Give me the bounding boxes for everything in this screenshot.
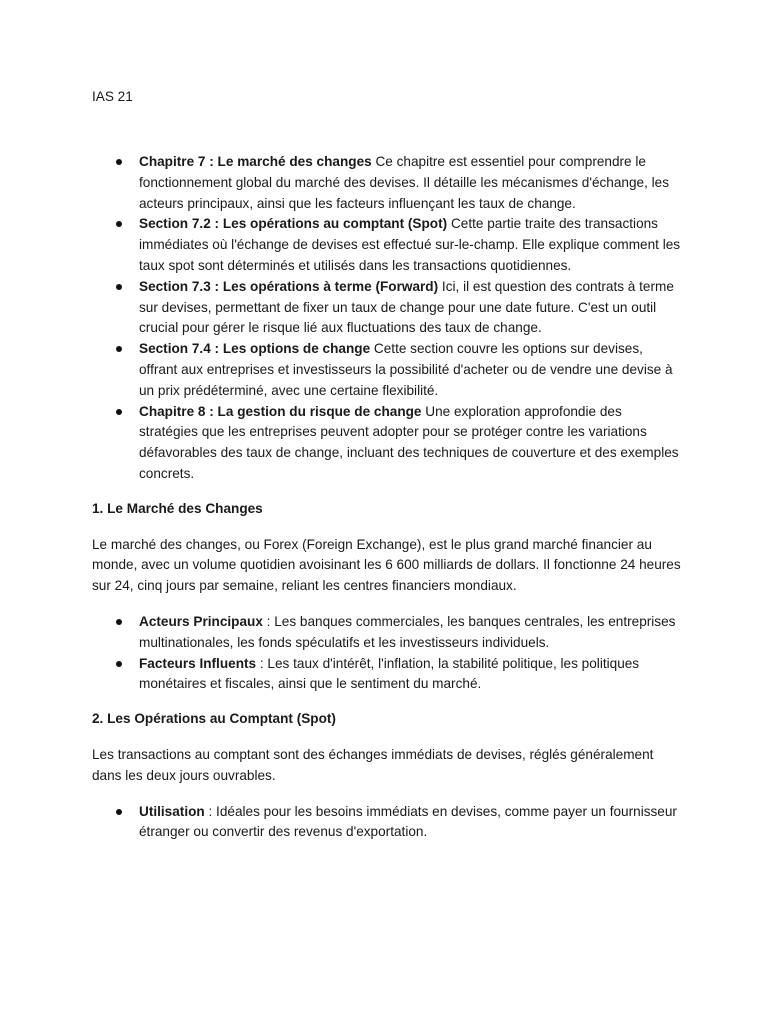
list-item bbox=[92, 802, 682, 844]
list-item-title: Facteurs Influents bbox=[139, 655, 257, 671]
section-list bbox=[92, 802, 682, 844]
list-item bbox=[92, 612, 682, 654]
toc-item-title: Chapitre 7 : Le marché des changes bbox=[139, 154, 372, 169]
toc-item-text: Cette partie traite des transactions immédiates où l'échange de devises est effectué sur-le-champ. Elle explique comment les taux spot sont déterminés et utilisés dans les transactions quotidiennes. bbox=[139, 216, 681, 273]
toc-item-title: Chapitre 8 : La gestion du risque de change bbox=[139, 403, 422, 419]
bullet-icon bbox=[116, 661, 122, 667]
section-paragraph: Les transactions au comptant sont des échanges immédiats de devises, réglés généralement dans les deux jours ouvrables. bbox=[92, 746, 654, 783]
toc-item-text: Une exploration approfondie des stratégies que les entreprises peuvent adopter pour se protéger contre les variations défavorables des taux de change, incluant des techniques de couverture et des exemples concrets. bbox=[139, 403, 679, 481]
toc-list bbox=[92, 152, 682, 485]
bullet-icon bbox=[116, 409, 122, 415]
toc-item-title: Section 7.2 : Les opérations au comptant (Spot) bbox=[139, 216, 448, 232]
bullet-icon bbox=[116, 221, 122, 227]
bullet-icon bbox=[116, 159, 122, 165]
toc-item bbox=[92, 402, 682, 485]
bullet-icon bbox=[116, 619, 122, 625]
document-title: IAS 21 bbox=[92, 89, 133, 104]
toc-item bbox=[92, 214, 682, 276]
section-heading: 1. Le Marché des Changes bbox=[92, 500, 263, 516]
list-item-text: : Idéales pour les besoins immédiats en devises, comme payer un fournisseur étranger ou convertir des revenus d'exportation. bbox=[139, 803, 677, 840]
toc-item-title: Section 7.3 : Les opérations à terme (Forward) bbox=[139, 278, 439, 294]
toc-item bbox=[92, 152, 682, 214]
list-item-text: : Les banques commerciales, les banques centrales, les entreprises multinationales, les fonds spéculatifs et les investisseurs individuels. bbox=[139, 613, 676, 650]
toc-item-text: Ce chapitre est essentiel pour comprendre le fonctionnement global du marché des devises. Il détaille les mécanismes d'échange, les acteurs principaux, ainsi que les facteurs influençant les taux de change. bbox=[139, 154, 670, 211]
toc-item-title: Section 7.4 : Les options de change bbox=[139, 341, 371, 357]
bullet-icon bbox=[116, 284, 122, 290]
list-item-title: Acteurs Principaux bbox=[139, 613, 263, 629]
document-body bbox=[92, 152, 682, 843]
section-list bbox=[92, 612, 682, 695]
toc-item-text: Ici, il est question des contrats à terme sur devises, permettant de fixer un taux de change pour une date future. C'est un outil crucial pour gérer le risque lié aux fluctuations des taux de change. bbox=[139, 278, 674, 336]
section-heading: 2. Les Opérations au Comptant (Spot) bbox=[92, 711, 336, 727]
list-item-title: Utilisation bbox=[139, 803, 205, 819]
section-paragraph: Le marché des changes, ou Forex (Foreign Exchange), est le plus grand marché financier au monde, avec un volume quotidien avoisinant les 6 600 milliards de dollars. Il fonctionne 24 heures sur 24, cinq jours par semaine, reliant les centres financiers mondiaux. bbox=[92, 536, 681, 594]
toc-item bbox=[92, 339, 682, 401]
list-item bbox=[92, 654, 682, 696]
bullet-icon bbox=[116, 346, 122, 352]
list-item-text: : Les taux d'intérêt, l'inflation, la stabilité politique, les politiques monétaires et fiscales, ainsi que le sentiment du marché. bbox=[139, 655, 640, 692]
toc-item bbox=[92, 277, 682, 339]
toc-item-text: Cette section couvre les options sur devises, offrant aux entreprises et investisseurs la possibilité d'acheter ou de vendre une devise à un prix prédéterminé, avec une certaine flexibilité. bbox=[139, 341, 673, 398]
bullet-icon bbox=[116, 809, 122, 815]
